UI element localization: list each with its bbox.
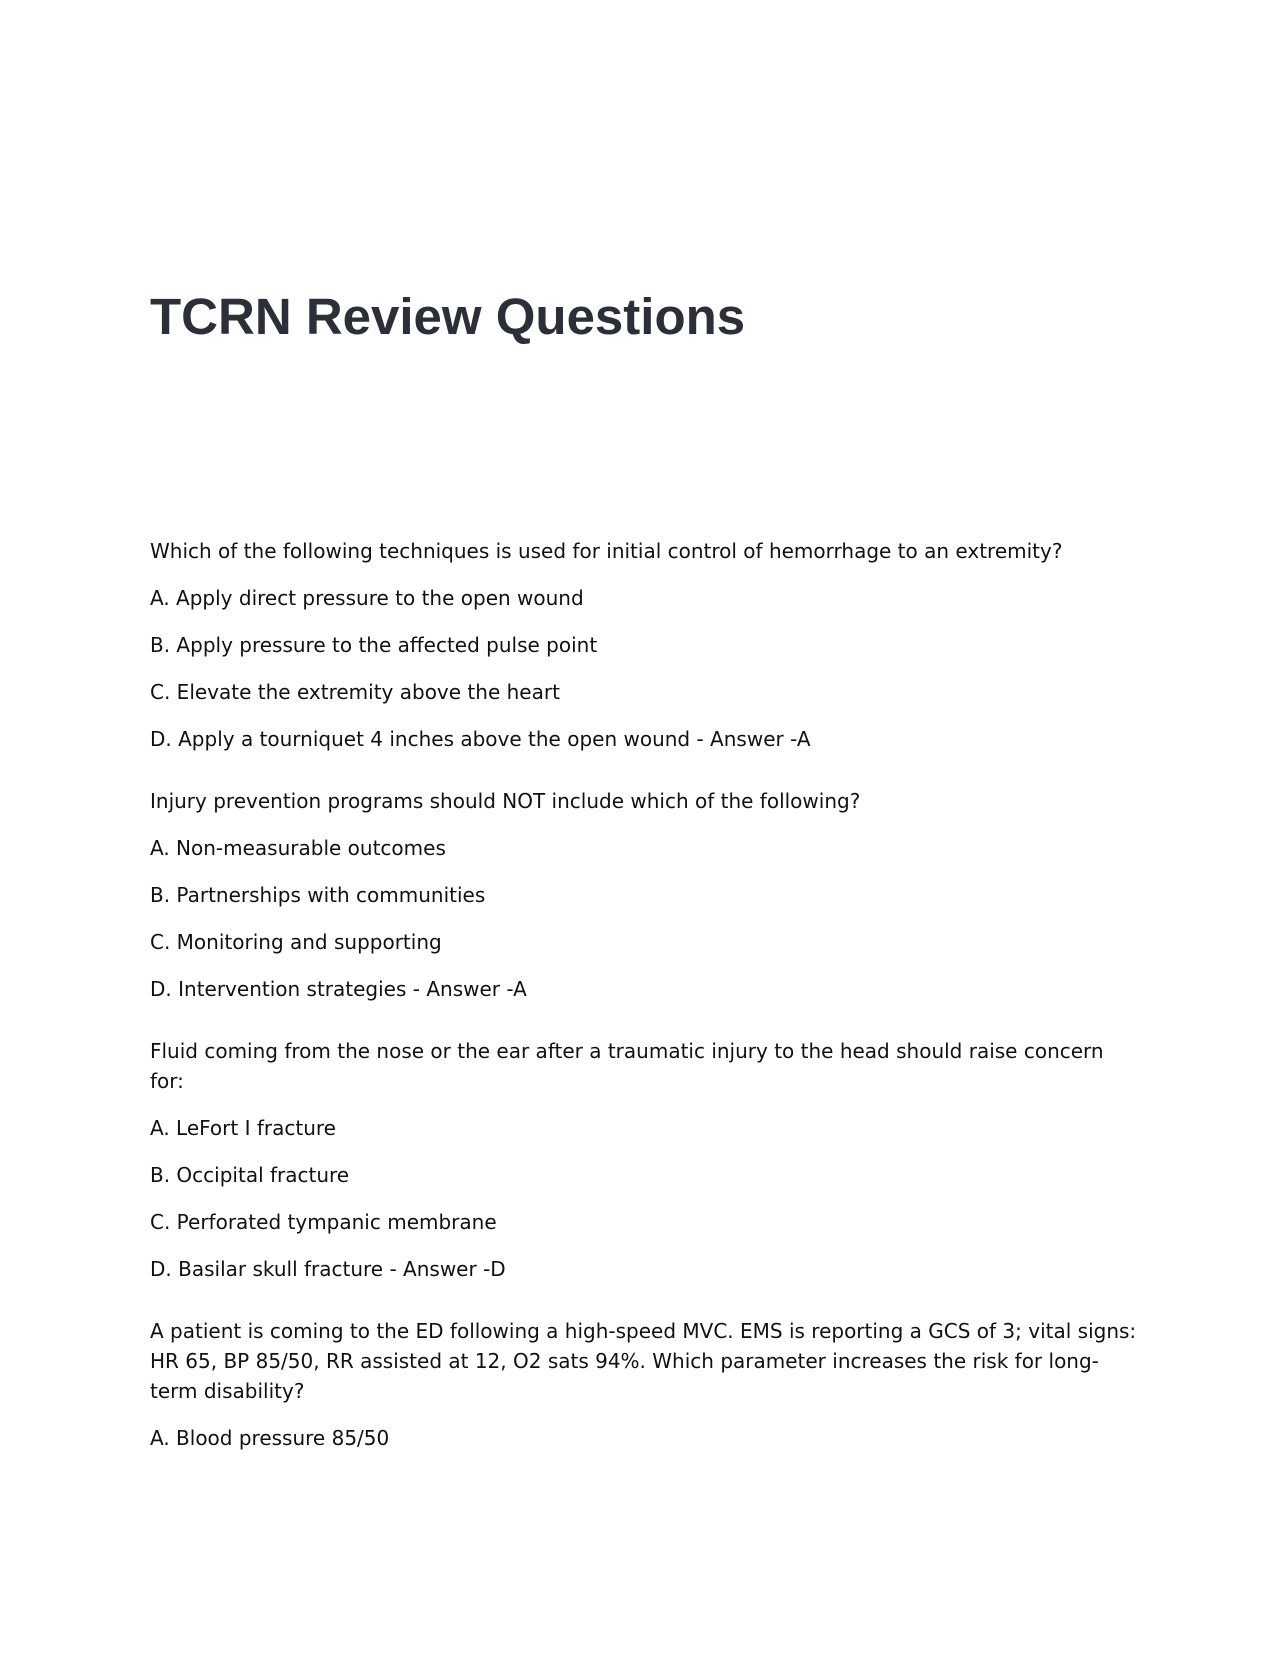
answer-option: B. Partnerships with communities [150,883,486,907]
answer-option: A. Non-measurable outcomes [150,836,446,860]
document-title: TCRN Review Questions [150,288,746,345]
answer-option: A. Blood pressure 85/50 [150,1426,390,1450]
question-block-2 [150,786,1140,1004]
answer-option: A. LeFort I fracture [150,1116,336,1140]
question-text: Fluid coming from the nose or the ear after a traumatic injury to the head should raise concern for: [150,1039,1104,1093]
question-text: Which of the following techniques is used for initial control of hemorrhage to an extremity? [150,539,1063,563]
question-block-4 [150,1316,1140,1453]
answer-option: C. Perforated tympanic membrane [150,1210,497,1234]
answer-option: A. Apply direct pressure to the open wound [150,586,584,610]
question-block-1 [150,536,1140,754]
answer-option: B. Occipital fracture [150,1163,350,1187]
answer-option: B. Apply pressure to the affected pulse point [150,633,598,657]
question-list [150,536,1140,1485]
answer-option: D. Basilar skull fracture - Answer -D [150,1257,506,1281]
answer-option: D. Apply a tourniquet 4 inches above the open wound - Answer -A [150,727,811,751]
question-block-3 [150,1036,1140,1284]
answer-option: D. Intervention strategies - Answer -A [150,977,527,1001]
answer-option: C. Elevate the extremity above the heart [150,680,560,704]
question-text: Injury prevention programs should NOT include which of the following? [150,789,861,813]
question-text: A patient is coming to the ED following a high-speed MVC. EMS is reporting a GCS of 3; vital signs: HR 65, BP 85/50, RR assisted at 12, O2 sats 94%. Which parameter increases the risk for long-term disability? [150,1319,1137,1403]
answer-option: C. Monitoring and supporting [150,930,442,954]
